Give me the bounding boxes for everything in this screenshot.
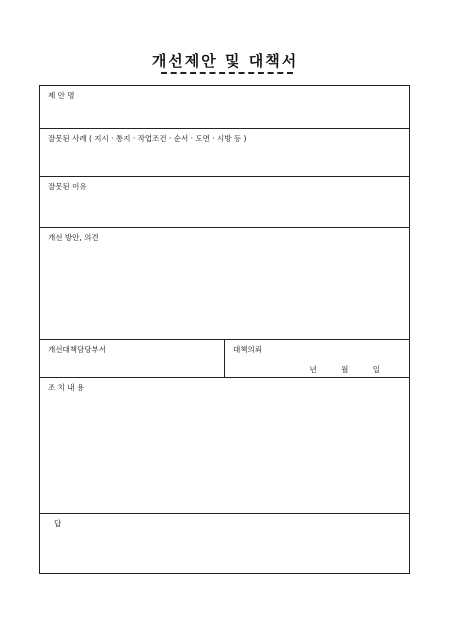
row-improvement <box>40 228 409 340</box>
date-text: 년 월 일 <box>309 365 391 374</box>
improvement-label: 개선 방안, 의견 <box>48 233 99 242</box>
proposal-form-table <box>39 85 410 574</box>
row-action <box>40 378 409 514</box>
department-label: 개선대책담당부서 <box>48 345 106 354</box>
row-wrong-reason <box>40 177 409 228</box>
row-wrong-case <box>40 129 409 177</box>
row-proposal-name <box>40 86 409 129</box>
row-department-meeting <box>40 340 409 378</box>
wrong-case-label: 잘못된 사례 ( 지시 · 통지 · 작업조건 · 순서 · 도면 · 시방 등 ) <box>48 134 247 143</box>
title-underline <box>161 72 293 74</box>
proposal-name-label: 제 안 명 <box>48 91 75 100</box>
action-label: 조 치 내 용 <box>48 383 85 392</box>
document-title: 개선제안 및 대책서 <box>151 52 299 70</box>
wrong-reason-label: 잘못된 이유 <box>48 182 87 191</box>
row-answer <box>40 514 409 573</box>
answer-label: 답 <box>54 519 62 528</box>
meeting-label: 대책의뢰 <box>233 345 262 354</box>
department-cell <box>40 340 225 377</box>
meeting-cell <box>225 340 409 377</box>
